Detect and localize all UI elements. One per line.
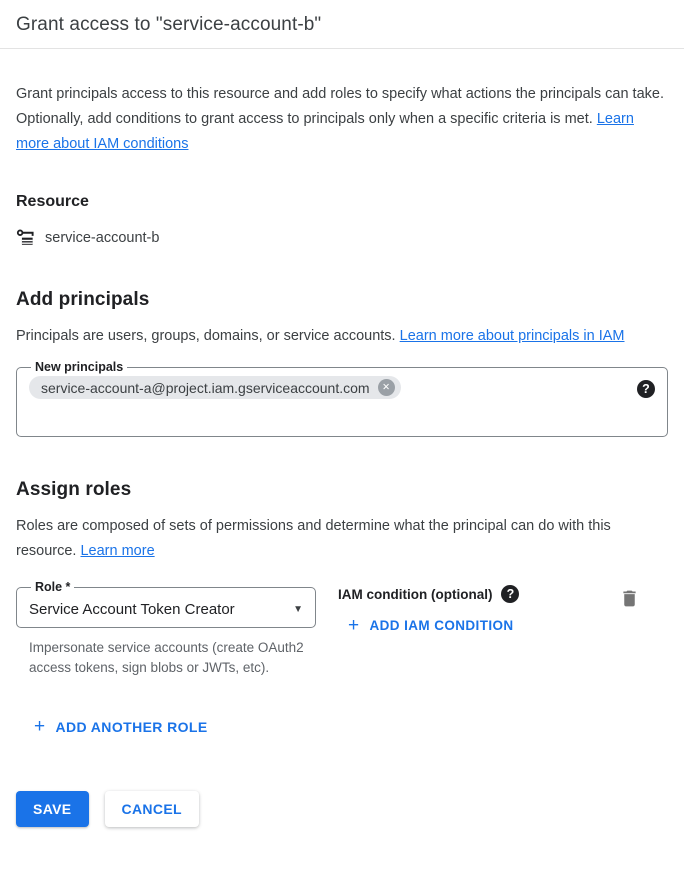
add-another-role-button[interactable] <box>34 717 208 736</box>
chip-remove-icon[interactable]: ✕ <box>378 379 395 396</box>
new-principals-label: New principals <box>35 360 124 374</box>
delete-icon <box>619 588 640 609</box>
principals-text: Principals are users, groups, domains, or service accounts. <box>16 328 400 344</box>
dialog-body <box>0 82 684 844</box>
intro-text: Grant principals access to this resource and add roles to specify what actions the principals can take. Optionally, add conditions to grant access to principals only when a specific criteria is met. <box>16 86 664 127</box>
plus-icon: + <box>348 615 360 636</box>
role-value-row <box>29 594 305 627</box>
role-selected-value: Service Account Token Creator <box>29 600 235 618</box>
cancel-button[interactable]: CANCEL <box>105 791 199 827</box>
principals-paragraph <box>16 324 664 349</box>
assign-roles-heading: Assign roles <box>16 479 132 500</box>
iam-conditions-link[interactable]: Learn more about IAM conditions <box>16 111 634 152</box>
role-row <box>16 580 668 677</box>
resource-name: service-account-b <box>45 229 160 246</box>
role-helper-text: Impersonate service accounts (create OAuth2 access tokens, sign blobs or JWTs, etc). <box>29 640 304 675</box>
principals-learn-more-link[interactable]: Learn more about principals in IAM <box>399 328 625 344</box>
iam-condition-label-row <box>338 585 619 603</box>
delete-role-button[interactable] <box>619 588 640 612</box>
resource-item <box>16 228 668 247</box>
new-principals-field[interactable] <box>16 360 668 437</box>
plus-icon: + <box>34 716 46 737</box>
roles-paragraph <box>16 514 664 564</box>
add-iam-condition-label: ADD IAM CONDITION <box>369 618 514 633</box>
iam-condition-label: IAM condition (optional) <box>338 586 493 602</box>
chevron-down-icon: ▼ <box>293 603 303 615</box>
save-button[interactable]: SAVE <box>16 791 89 827</box>
service-account-icon <box>16 228 35 247</box>
dialog-title: Grant access to "service-account-b" <box>16 14 322 35</box>
iam-condition-column <box>338 580 619 636</box>
principal-chip <box>29 376 401 399</box>
dialog-header <box>0 0 684 49</box>
role-column <box>16 580 338 677</box>
add-another-role-label: ADD ANOTHER ROLE <box>55 718 208 735</box>
add-iam-condition-button[interactable] <box>348 616 514 635</box>
iam-condition-help-icon[interactable]: ? <box>501 585 519 603</box>
principals-chip-row <box>29 376 655 424</box>
add-principals-heading: Add principals <box>16 289 150 310</box>
roles-learn-more-link[interactable]: Learn more <box>80 543 155 559</box>
role-select[interactable] <box>16 580 316 628</box>
role-label: Role * <box>35 580 71 594</box>
resource-heading: Resource <box>16 193 89 210</box>
principal-chip-text: service-account-a@project.iam.gserviceaccount.com <box>41 379 370 396</box>
intro-paragraph <box>16 82 664 157</box>
roles-text: Roles are composed of sets of permissions and determine what the principal can do with this resource. <box>16 518 611 559</box>
delete-role-column <box>619 580 640 614</box>
principals-help-icon[interactable]: ? <box>637 380 655 398</box>
dialog-actions <box>16 791 668 844</box>
